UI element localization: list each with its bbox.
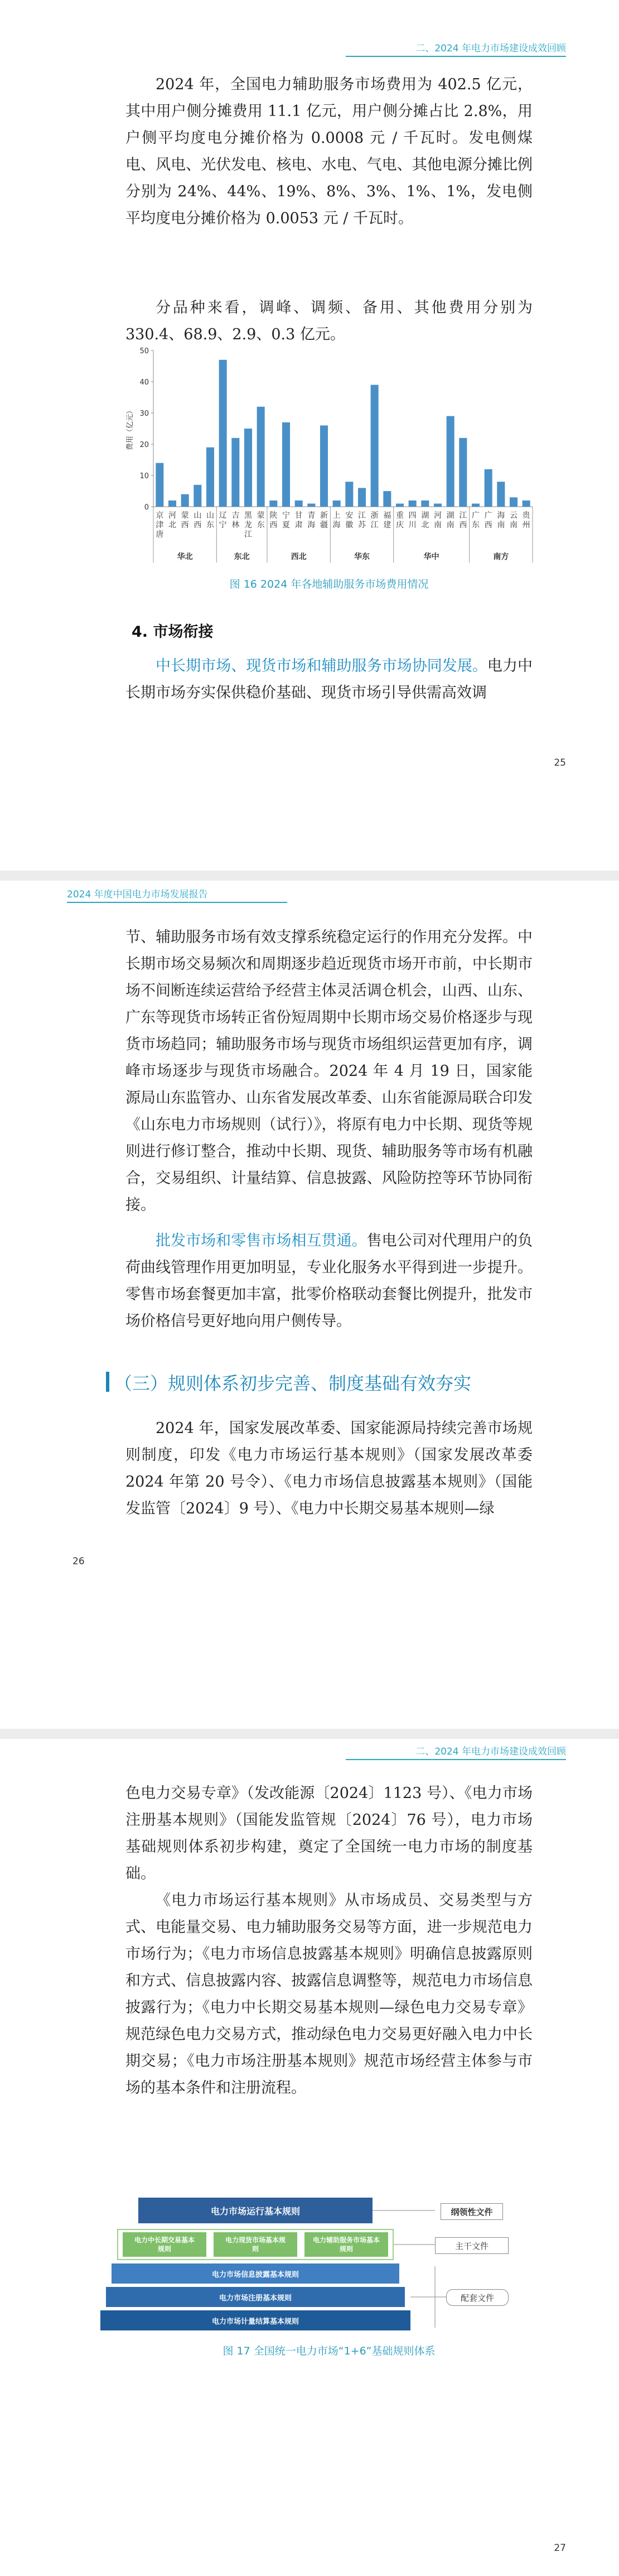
x-tick-label-吉林: 林: [231, 521, 240, 530]
group-label-华中: 华中: [423, 552, 439, 561]
x-tick-label-京津唐: 唐: [156, 530, 164, 539]
x-tick-label-江西: 西: [459, 521, 467, 530]
x-tick-label-重庆: 庆: [396, 521, 404, 530]
x-tick-label-重庆: 重: [396, 511, 404, 520]
x-tick-label-上海: 上: [332, 511, 341, 520]
y-tick-label: 50: [139, 347, 149, 355]
bar-吉林: [231, 438, 239, 507]
x-tick-label-贵州: 贵: [522, 511, 530, 520]
bar-贵州: [523, 501, 530, 507]
x-tick-label-贵州: 州: [522, 521, 530, 530]
bar-山东: [206, 448, 214, 507]
x-tick-label-新疆: 新: [320, 511, 328, 520]
x-tick-label-广东: 广: [472, 511, 480, 520]
x-tick-label-河北: 北: [168, 521, 176, 530]
running-header: 二、2024 年电力市场建设成效回顾: [415, 1746, 566, 1757]
page-gap: [0, 1729, 619, 1739]
page-number: 27: [554, 2543, 566, 2554]
group-label-西北: 西北: [291, 552, 307, 561]
x-tick-label-蒙东: 东: [257, 521, 265, 530]
x-tick-label-甘肃: 甘: [294, 511, 303, 520]
x-tick-label-湖北: 湖: [421, 511, 429, 520]
x-tick-label-黑龙江: 黑: [244, 511, 252, 520]
header-rule: [346, 56, 566, 57]
top-rule-box: 电力市场运行基本规则: [138, 2198, 373, 2223]
y-tick-label: 40: [139, 378, 149, 387]
x-tick-label-福建: 福: [383, 511, 391, 520]
bar-江西: [459, 438, 467, 507]
wholesale-text: 售电公司对代理用户的负荷曲线管理作用更加明显，专业化服务水平得到进一步提升。零售市场套餐更加丰富，批零价格联动套餐比例提升，批发市场价格信号更好地向用户侧传导。: [125, 1232, 533, 1330]
fee-breakdown-paragraph: 分品种来看，调峰、调频、备用、其他费用分别为 330.4、68.9、2.9、0.3 亿元。: [125, 299, 533, 343]
market-coordination-paragraph: [125, 653, 533, 707]
bar-青海: [307, 503, 315, 507]
bar-京津唐: [156, 463, 163, 507]
x-tick-label-山西: 西: [194, 521, 202, 530]
header-rule: [346, 1759, 566, 1760]
x-tick-label-陕西: 陕: [269, 511, 278, 520]
rules-continued-paragraph: 色电力交易专章》（发改能源〔2024〕1123 号）、《电力市场注册基本规则》（国能发监管规〔2024〕76 号），电力市场基础规则体系初步构建，奠定了全国统一电力市场的制度基础。: [125, 1785, 533, 1882]
section-3-heading: （三）规则体系初步完善、制度基础有效夯实: [114, 1373, 472, 1394]
regional-fee-bar-chart: [120, 340, 544, 586]
x-tick-label-江苏: 苏: [358, 521, 366, 530]
x-tick-label-广西: 西: [484, 521, 492, 530]
main-rule-box-medium-long-term: 电力中长期交易基本规则: [123, 2232, 206, 2257]
x-tick-label-宁夏: 夏: [282, 521, 290, 530]
y-tick-label: 30: [139, 410, 149, 418]
bar-新疆: [320, 425, 328, 507]
tag-supporting-document: 配套文件: [446, 2289, 509, 2306]
x-tick-label-云南: 南: [510, 521, 518, 530]
x-tick-label-宁夏: 宁: [282, 511, 290, 520]
x-tick-label-广东: 东: [472, 521, 480, 530]
page-number: 26: [72, 1556, 85, 1567]
bar-蒙东: [257, 407, 265, 507]
layer-disclosure: 电力市场信息披露基本规则: [112, 2263, 399, 2284]
page-number: 25: [554, 757, 566, 768]
x-tick-label-辽宁: 宁: [219, 521, 227, 530]
x-tick-label-山东: 山: [206, 511, 214, 520]
x-tick-label-辽宁: 辽: [219, 511, 227, 520]
figure-17-caption: 图 17 全国统一电力市场“1+6”基础规则体系: [223, 2345, 436, 2357]
bar-黑龙江: [244, 429, 252, 507]
bar-甘肃: [295, 501, 303, 507]
bar-云南: [510, 497, 518, 507]
market-fee-paragraph: 2024 年，全国电力辅助服务市场费用为 402.5 亿元，其中用户侧分摊费用 11.1 亿元，用户侧分摊占比 2.8%，用户侧平均度电分摊价格为 0.0008 元 / 千瓦时。发电侧煤电、风电、光伏发电、核电、水电、气电、其他电源分摊比例分别为 24%、44%、19%、8%、3%、1%、1%，发电侧平均度电分摊价格为 0.0053 元 / 千瓦时。: [125, 76, 533, 227]
x-tick-label-海南: 海: [497, 511, 505, 520]
tag-main-document: 主干文件: [435, 2237, 509, 2254]
bar-广东: [472, 503, 480, 507]
x-tick-label-上海: 海: [332, 521, 341, 530]
bar-河南: [434, 503, 442, 507]
bar-山西: [194, 485, 201, 507]
rules-detail-paragraph: 《电力市场运行基本规则》从市场成员、交易类型与方式、电能量交易、电力辅助服务交易等方面，进一步规范电力市场行为；《电力市场信息披露基本规则》明确信息披露原则和方式、信息披露内容、披露信息调整等，规范电力市场信息披露行为；《电力中长期交易基本规则—绿色电力交易专章》规范绿色电力交易方式，推动绿色电力交易更好融入电力中长期交易；《电力市场注册基本规则》规范市场经营主体参与市场的基本条件和注册流程。: [125, 1892, 533, 2097]
bar-河北: [168, 501, 176, 507]
x-tick-label-河南: 河: [434, 511, 442, 520]
bar-上海: [333, 501, 341, 507]
bar-江苏: [358, 488, 366, 507]
section-4-heading: 4. 市场衔接: [132, 623, 214, 641]
x-tick-label-江西: 江: [459, 511, 467, 520]
x-tick-label-青海: 海: [307, 521, 316, 530]
y-tick-label: 10: [139, 472, 149, 480]
bar-四川: [409, 501, 417, 507]
x-tick-label-京津唐: 津: [156, 521, 164, 530]
x-tick-label-安徽: 安: [345, 511, 354, 520]
x-tick-label-新疆: 疆: [320, 521, 328, 530]
page-25: [0, 0, 619, 871]
page-27: [0, 1739, 619, 2576]
wholesale-highlight: 批发市场和零售市场相互贯通。: [156, 1232, 367, 1249]
bar-安徽: [345, 482, 353, 507]
x-tick-label-河北: 河: [168, 511, 176, 520]
x-tick-label-蒙西: 西: [181, 521, 189, 530]
x-tick-label-甘肃: 肃: [294, 521, 303, 530]
bar-海南: [497, 482, 505, 507]
bar-辽宁: [219, 360, 227, 507]
bar-浙江: [371, 385, 379, 507]
x-tick-label-云南: 云: [510, 511, 518, 520]
x-tick-label-湖北: 北: [421, 521, 429, 530]
x-tick-label-海南: 南: [497, 521, 505, 530]
rules-system-paragraph: 2024 年，国家发展改革委、国家能源局持续完善市场规则制度，印发《电力市场运行基本规则》（国家发展改革委 2024 年第 20 号令）、《电力市场信息披露基本规则》（国能发监管〔2024〕9 号）、《电力中长期交易基本规则—绿: [125, 1420, 533, 1517]
x-tick-label-黑龙江: 龙: [244, 521, 252, 530]
main-rules-frame: [117, 2229, 394, 2260]
x-tick-label-安徽: 徽: [345, 521, 354, 530]
x-tick-label-吉林: 吉: [231, 511, 240, 520]
x-tick-label-山西: 山: [194, 511, 202, 520]
bar-湖南: [447, 416, 454, 507]
page-26: [0, 881, 619, 1729]
bar-广西: [485, 469, 492, 507]
y-tick-label: 0: [144, 503, 149, 512]
x-tick-label-江苏: 江: [358, 511, 366, 520]
bar-蒙西: [181, 494, 189, 507]
x-tick-label-四川: 川: [408, 521, 417, 530]
header-rule: [67, 902, 287, 903]
coordination-highlight: 中长期市场、现货市场和辅助服务市场协同发展。: [156, 657, 487, 675]
x-tick-label-黑龙江: 江: [244, 530, 252, 539]
x-tick-label-湖南: 南: [446, 521, 454, 530]
bar-重庆: [396, 503, 404, 507]
page-gap: [0, 871, 619, 881]
bar-宁夏: [282, 422, 290, 507]
y-axis-label: 费用（亿元）: [126, 406, 134, 451]
tag-program-document: 纲领性文件: [441, 2203, 503, 2220]
group-label-华东: 华东: [354, 552, 370, 561]
x-tick-label-陕西: 西: [269, 521, 278, 530]
group-label-南方: 南方: [493, 552, 509, 561]
x-tick-label-蒙东: 蒙: [257, 511, 265, 520]
bar-福建: [383, 491, 391, 507]
x-tick-label-京津唐: 京: [156, 511, 164, 520]
x-tick-label-四川: 四: [408, 511, 417, 520]
wholesale-retail-paragraph: [125, 1228, 533, 1335]
layer-metering-settlement: 电力市场计量结算基本规则: [100, 2310, 410, 2330]
section-heading-bar: [106, 1372, 109, 1392]
coordination-text: 电力中长期市场夯实保供稳价基础、现货市场引导供需高效调: [125, 657, 533, 701]
x-tick-label-青海: 青: [307, 511, 316, 520]
running-header: 二、2024 年电力市场建设成效回顾: [415, 43, 566, 54]
coordination-continued-paragraph: 节、辅助服务市场有效支撑系统稳定运行的作用充分发挥。中长期市场交易频次和周期逐步趋近现货市场开市前，中长期市场不间断连续运营给予经营主体灵活调仓机会，山西、山东、广东等现货市场转正省份短周期中长期市场交易价格逐步与现货市场趋同；辅助服务市场与现货市场组织运营更加有序，调峰市场逐步与现货市场融合。2024 年 4 月 19 日，国家能源局山东监管办、山东省发展改革委、山东省能源局联合印发《山东电力市场规则（试行）》，将原有电力中长期、现货等规则进行修订整合，推动中长期、现货、辅助服务等市场有机融合，交易组织、计量结算、信息披露、风险防控等环节协同衔接。: [125, 929, 533, 1214]
layer-registration: 电力市场注册基本规则: [106, 2287, 405, 2307]
bar-湖北: [421, 501, 429, 507]
x-tick-label-山东: 东: [206, 521, 214, 530]
main-rule-box-ancillary: 电力辅助服务市场基本规则: [304, 2232, 388, 2257]
x-tick-label-蒙西: 蒙: [181, 511, 189, 520]
x-tick-label-福建: 建: [383, 521, 391, 530]
running-header: 2024 年度中国电力市场发展报告: [67, 889, 208, 900]
x-tick-label-湖南: 湖: [446, 511, 454, 520]
x-tick-label-浙江: 江: [370, 521, 379, 530]
bar-陕西: [269, 501, 277, 507]
x-tick-label-广西: 广: [484, 511, 492, 520]
group-label-东北: 东北: [234, 552, 250, 561]
y-tick-label: 20: [139, 441, 149, 449]
group-label-华北: 华北: [177, 552, 193, 561]
main-rule-box-spot: 电力现货市场基本规则: [214, 2232, 297, 2257]
figure-16-caption: 图 16 2024 年各地辅助服务市场费用情况: [229, 578, 429, 590]
x-tick-label-河南: 南: [434, 521, 442, 530]
x-tick-label-浙江: 浙: [370, 511, 379, 520]
